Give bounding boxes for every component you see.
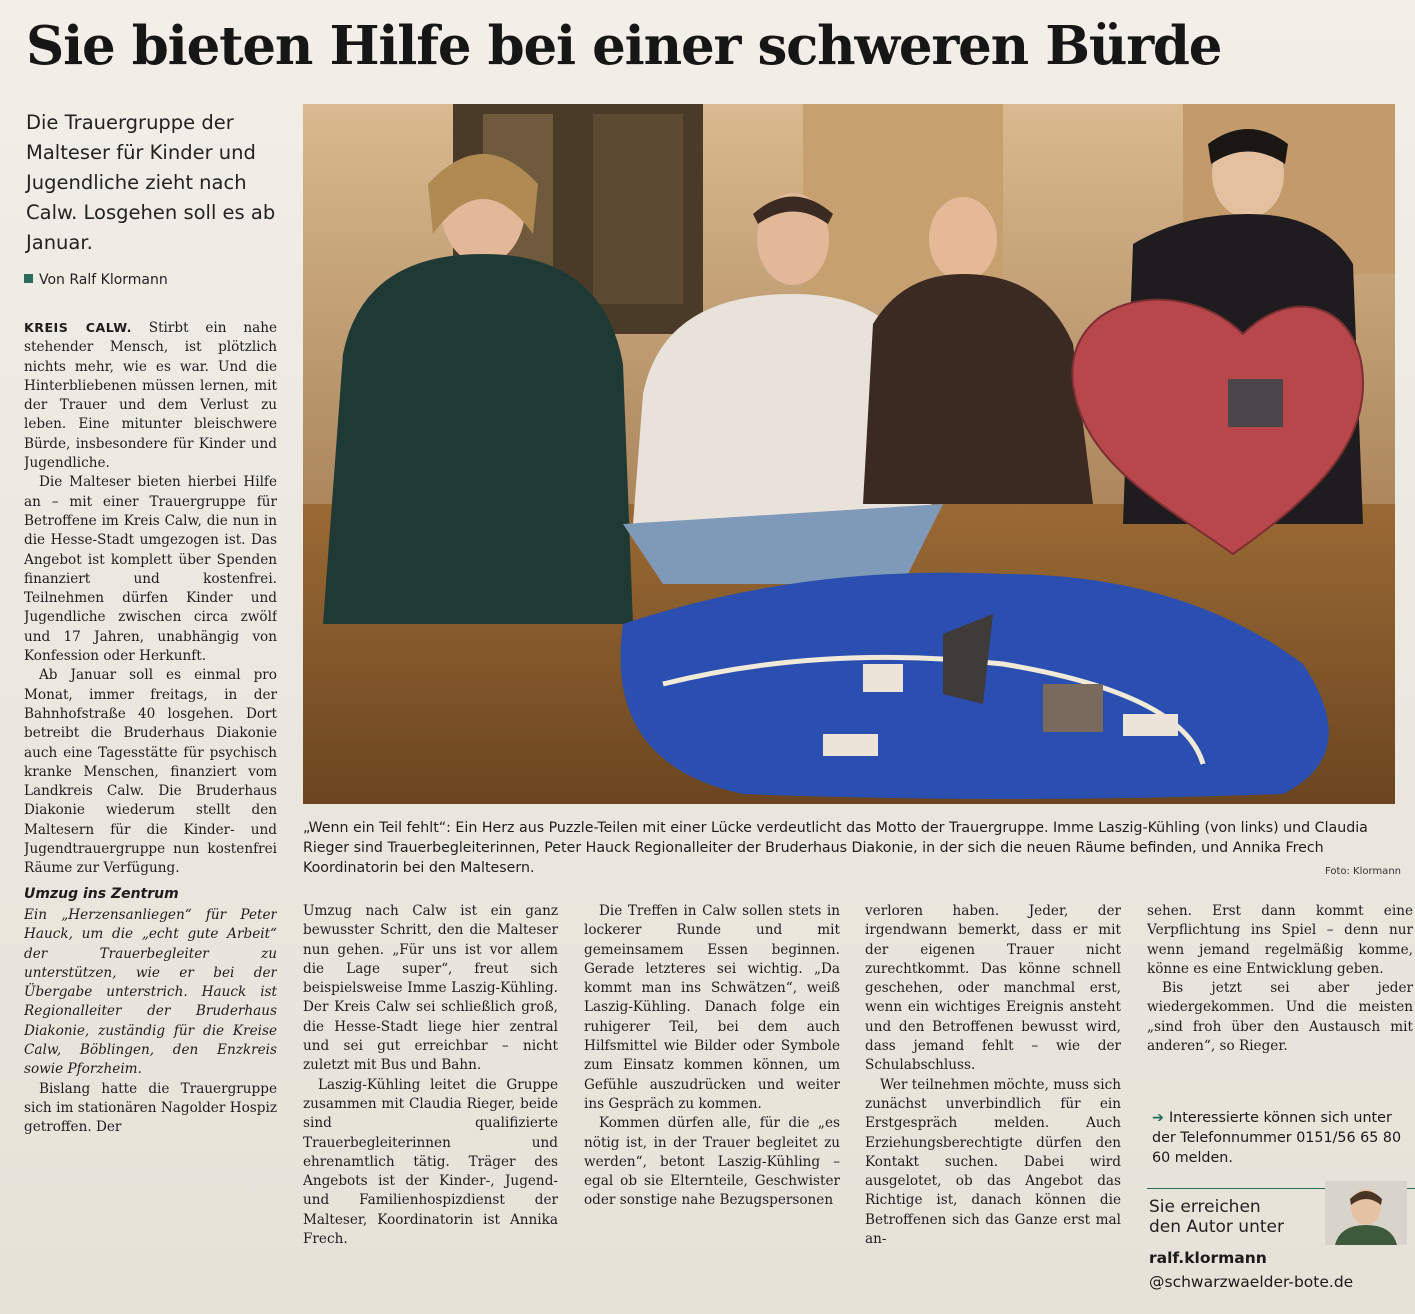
contact-heading <box>1149 1197 1284 1237</box>
byline <box>24 272 168 288</box>
article-column-4 <box>865 902 1121 1307</box>
contact-heading-line2: den Autor unter <box>1149 1217 1284 1237</box>
author-contact <box>1147 1188 1415 1307</box>
section-subtitle: Umzug ins Zentrum <box>24 885 179 902</box>
paragraph: Wer teilnehmen möchte, muss sich zunächst unverbindlich für ein Erstgespräch melden. Auch Erziehungsberechtigte dürfen den Kontakt suchen. Dabei wird ausgelotet, ob das Angebot das Richtige ist, danach können die Betroffenen sich das Ganze erst mal an- <box>865 1076 1121 1248</box>
paragraph-text: Stirbt ein nahe stehender Mensch, ist plötzlich nichts mehr, wie es war. Und die Hinterbliebenen müssen lernen, mit der Trauer und dem Verlust zu leben. Eine mitunter bleischwere Bürde, insbesondere für Kinder und Jugendliche. <box>24 320 277 472</box>
article-column-2 <box>303 902 558 1307</box>
photo-illustration <box>303 104 1395 804</box>
article-column-5 <box>1147 902 1413 1102</box>
paragraph: Die Malteser bieten hierbei Hilfe an – mit einer Trauergruppe für Betroffene im Kreis Calw, die nun in die Hesse-Stadt umgezogen ist. Das Angebot ist komplett über Spenden finanziert und kostenfrei. Teilnehmen dürfen Kinder und Jugendliche zwischen circa zwölf und 17 Jahren, unabhängig von Konfession oder Herkunft. <box>24 474 277 665</box>
subheadline: Die Trauergruppe der Malteser für Kinder und Jugendliche zieht nach Calw. Losgehen soll es ab Januar. <box>26 111 276 254</box>
paragraph: Bislang hatte die Trauergruppe sich im stationären Nagolder Hospiz getroffen. Der <box>24 1080 277 1136</box>
photo-credit: Foto: Klormann <box>1324 866 1401 877</box>
dateline: KREIS CALW. <box>24 320 132 335</box>
byline-text: Von Ralf Klormann <box>39 272 168 288</box>
author-email-user[interactable]: ralf.klormann <box>1149 1249 1267 1267</box>
paragraph: Die Treffen in Calw sollen stets in lockerer Runde und mit gemeinsamem Essen beginnen. Gerade letzteres sei wichtig. „Da kommt man ins Schwätzen“, weiß Laszig-Kühling. Danach folge ein ruhigerer Teil, bei dem auch Hilfsmittel wie Bilder oder Symbole zum Einsatz kommen können, um Gefühle auszudrücken und weiter ins Gespräch zu kommen. <box>584 903 840 1112</box>
photo-caption: „Wenn ein Teil fehlt“: Ein Herz aus Puzzle-Teilen mit einer Lücke verdeutlicht das Motto der Trauergruppe. Imme Laszig-Kühling (von links) und Claudia Rieger sind Trauerbegleiterinnen, Peter Hauck Regionalleiter der Bruderhaus Diakonie, in der sich die neuen Räume befinden, und Annika Frech Koordinatorin bei den Maltesern. <box>303 820 1368 876</box>
contact-heading-line1: Sie erreichen <box>1149 1197 1261 1217</box>
article-column-3 <box>584 902 840 1307</box>
headline: Sie bieten Hilfe bei einer schweren Bürde <box>26 15 1222 77</box>
paragraph: sehen. Erst dann kommt eine Verpflichtung ins Spiel – denn nur wenn jemand regelmäßig komme, könne es eine Entwicklung geben. <box>1147 903 1413 977</box>
paragraph <box>24 318 277 473</box>
paragraph: verloren haben. Jeder, der irgendwann bemerkt, dass er mit der eigenen Trauer nicht zurechtkommt. Das könne schnell geschehen, oder manchmal erst, wenn ein wichtiges Ereignis ansteht und den Betroffenen bewusst wird, dass jemand fehlt – wie der Schulabschluss. <box>865 903 1121 1074</box>
paragraph: Laszig-Kühling leitet die Gruppe zusammen mit Claudia Rieger, beide sind qualifizierte Trauerbegleiterinnen und ehrenamtlich tätig. Träger des Angebots ist der Kinder-, Jugend- und Familienhospizdienst der Malteser, Koordinatorin ist Annika Frech. <box>303 1076 558 1248</box>
paragraph: Ein „Herzensanliegen“ für Peter Hauck, um die „echt gute Arbeit“ der Trauerbegleiter zu unterstützen, wie er bei der Übergabe unterstrich. Hauck ist Regionalleiter der Bruderhaus Diakonie, zuständig für die Kreise Calw, Böblingen, den Enzkreis sowie Pforzheim. <box>24 906 277 1078</box>
contact-info-text: Interessierte können sich unter der Telefonnummer 0151/56 65 80 60 melden. <box>1152 1110 1402 1166</box>
paragraph: Kommen dürfen alle, für die „es nötig ist, in der Trauer begleitet zu werden“, betont Laszig-Kühling – egal ob sie Elternteile, Geschwister oder sonstige nahe Bezugspersonen <box>584 1115 840 1209</box>
article-column-1 <box>24 318 277 1308</box>
byline-marker-icon <box>24 274 33 283</box>
contact-info-box <box>1152 1108 1414 1168</box>
author-avatar <box>1325 1181 1407 1245</box>
paragraph: Ab Januar soll es einmal pro Monat, immer freitags, in der Bahnhofstraße 40 losgehen. Dort betreibt die Bruderhaus Diakonie auch eine Tagesstätte für psychisch kranke Menschen, finanziert vom Landkreis Calw. Die Bruderhaus Diakonie wiederum stellt den Maltesern für die Kinder- und Jugendtrauergruppe nun kostenfrei Räume zur Verfügung. <box>24 667 277 877</box>
paragraph: Umzug nach Calw ist ein ganz bewusster Schritt, den die Malteser nun gehen. „Für uns ist vor allem die Lage super“, freut sich beispielsweise Imme Laszig-Kühling. Der Kreis Calw sei schließlich groß, die Hesse-Stadt liege hier zentral und sei gut erreichbar – nicht zuletzt mit Bus und Bahn. <box>303 903 558 1074</box>
arrow-right-icon: ➔ <box>1152 1110 1169 1126</box>
avatar-illustration <box>1325 1181 1407 1245</box>
paragraph: Bis jetzt sei aber jeder wiedergekommen. Und die meisten „sind froh über den Austausch mit anderen“, so Rieger. <box>1147 980 1413 1055</box>
article-photo <box>303 104 1395 804</box>
author-email-domain[interactable]: @schwarzwaelder-bote.de <box>1149 1273 1354 1291</box>
